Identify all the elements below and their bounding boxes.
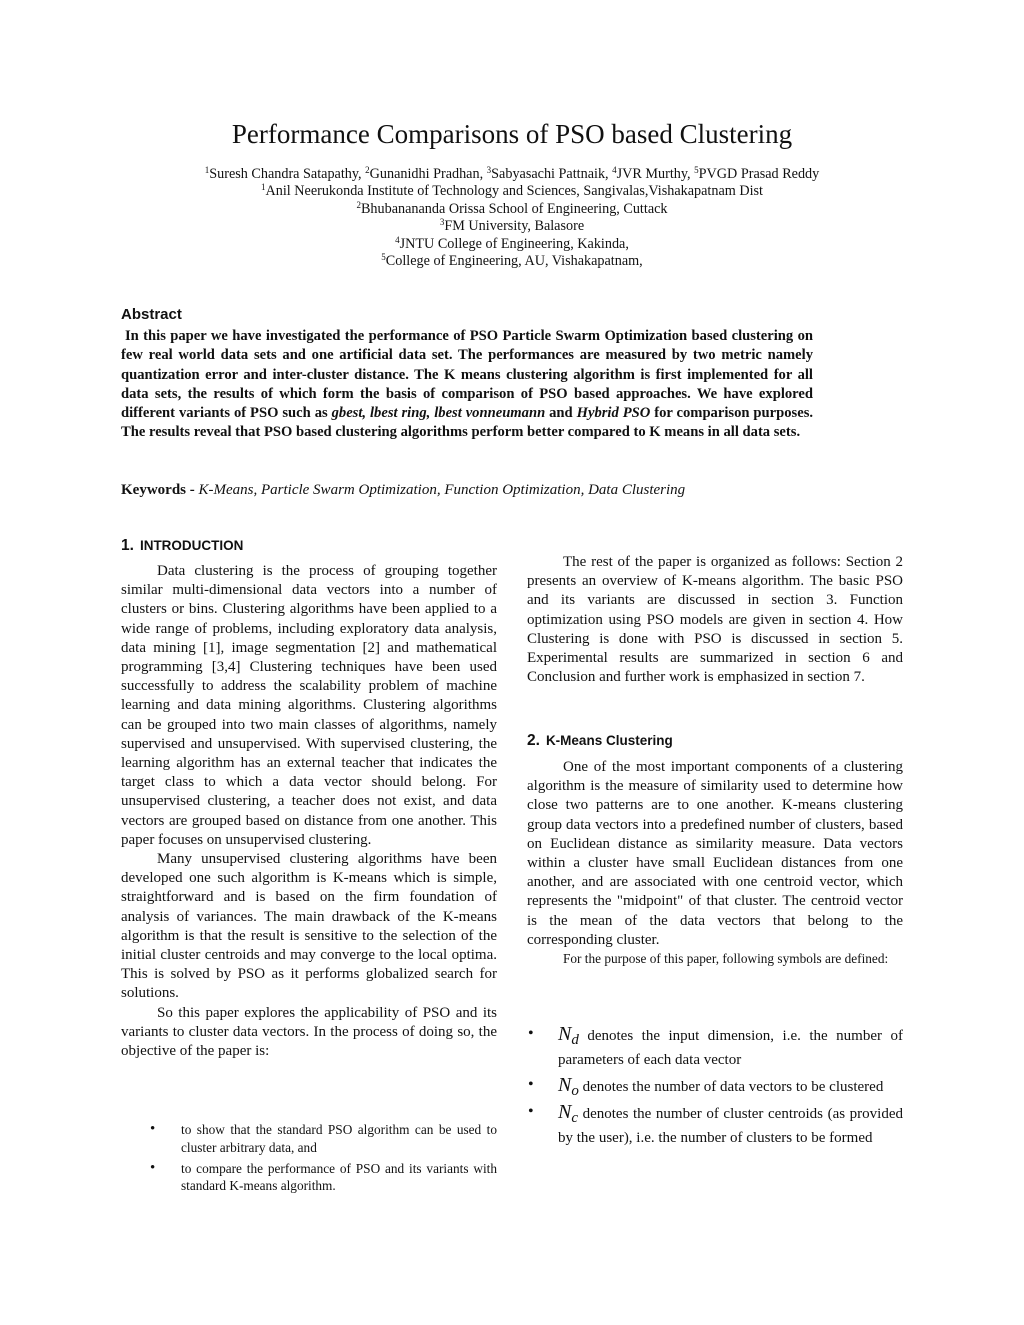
- author-5-sup: 5: [694, 165, 699, 175]
- affiliation-1: [0, 183, 1024, 200]
- intro-paragraph-1: Data clustering is the process of grouping together similar multi-dimensional data vectors into a number of clusters or bins. Clustering algorithms have been applied to a wide range of problems, including exploratory data analysis, data mining [1], image segmentation [2] and mathematical programming [3,4] Clustering techniques have been used successfully to address the scalability problem of machine learning and data mining algorithms. Clustering algorithms can be grouped into two main classes of algorithms, namely supervised and unsupervised. With supervised clustering, the learning algorithm has an external teacher that indicates the target class to which a data vector should belong. For unsupervised clustering, a teacher does not exist, and data vectors are grouped based on distance from one another. This paper focuses on unsupervised clustering.: [121, 563, 497, 848]
- author-3-sup: 3: [486, 165, 492, 175]
- right-column-intro: [527, 553, 903, 687]
- symbol-list: [528, 1022, 903, 1151]
- list-item: • to compare the performance of PSO and its variants with standard K-means algorithm.: [150, 1160, 497, 1196]
- right-column-kmeans: [527, 758, 903, 968]
- affiliation-4-text: JNTU College of Engineering, Kakinda,: [399, 235, 629, 252]
- symbols-intro: For the purpose of this paper, following symbols are defined:: [563, 951, 889, 967]
- affiliation-4: [0, 236, 1024, 253]
- symbol-sub: o: [571, 1083, 579, 1099]
- affiliation-3-text: FM University, Balasore: [444, 218, 585, 235]
- objective-list: [150, 1121, 497, 1198]
- affiliation-3-sup: 3: [439, 217, 445, 228]
- affiliation-1-text: Anil Neerukonda Institute of Technology and Sciences, Sangivalas,Vishakapatnam Dist: [265, 183, 763, 200]
- intro-paragraph-3: So this paper explores the applicability of PSO and its variants to cluster data vectors. In the process of doing so, the objective of the paper is:: [121, 1004, 497, 1060]
- symbol-nd: [558, 1023, 579, 1048]
- abstract-heading: Abstract: [121, 306, 182, 323]
- symbol-sub: c: [571, 1110, 579, 1126]
- section-1-number: 1.: [121, 537, 134, 554]
- organization-paragraph: The rest of the paper is organized as follows: Section 2 presents an overview of K-means algorithm. The basic PSO and its variants are discussed in section 3. Function optimization using PSO models are given in section 4. How Clustering is done with PSO is discussed in section 5. Experimental results are summarized in section 6 and Conclusion and further work is emphasized in section 7.: [527, 554, 903, 686]
- affiliation-2-sup: 2: [356, 199, 361, 210]
- abstract-body: [121, 327, 813, 443]
- affiliation-5-text: College of Engineering, AU, Vishakapatnam,: [385, 253, 643, 270]
- abstract-text-2: and: [545, 405, 577, 422]
- kmeans-paragraph: One of the most important components of a clustering algorithm is the measure of similarity used to determine how close two patterns are to one another. K-means clustering group data vectors into a predefined number of clusters, based on Euclidean distance as similarity measure. Data vectors within a cluster have small Euclidean distances from one another, and are associated with one centroid vector, which represents the "midpoint" of that cluster. The centroid vector is the mean of the data vectors that belong to the corresponding cluster.: [527, 759, 903, 948]
- author-2: Gunanidhi Pradhan,: [369, 166, 487, 182]
- author-block: [0, 166, 1024, 270]
- keywords-text: K-Means, Particle Swarm Optimization, Function Optimization, Data Clustering: [198, 482, 686, 498]
- affiliation-1-sup: 1: [261, 182, 266, 193]
- section-2-number: 2.: [527, 732, 540, 749]
- keywords-label: Keywords -: [121, 482, 199, 498]
- symbol-description: denotes the input dimension, i.e. the number of parameters of each data vector: [558, 1028, 903, 1068]
- symbol-description: denotes the number of data vectors to be clustered: [578, 1079, 884, 1095]
- author-line: [0, 166, 1024, 183]
- intro-paragraph-2: Many unsupervised clustering algorithms have been developed one such algorithm is K-means which is simple, straightforward and is based on the firm foundation of analysis of variances. The main drawback of the K-means algorithm is that the result is sensitive to the selection of the initial cluster centroids and may converge to the local optima. This is solved by PSO as it performs globalized search for solutions.: [121, 851, 497, 1002]
- paper-title: Performance Comparisons of PSO based Clustering: [231, 119, 793, 149]
- symbol-description: denotes the number of cluster centroids (as provided by the user), i.e. the number of clusters to be formed: [558, 1106, 903, 1146]
- symbol-base: N: [558, 1074, 572, 1096]
- symbol-base: N: [558, 1101, 572, 1123]
- section-1-heading: [121, 537, 243, 555]
- section-2-heading: [527, 732, 673, 750]
- section-1-title: INTRODUCTION: [139, 538, 244, 553]
- abstract-italic-hybrid: Hybrid PSO: [576, 405, 651, 422]
- abstract-text-3: for comparison purposes. The results reveal that PSO based clustering algorithms perform better compared to K means in all data sets.: [121, 405, 814, 441]
- author-1-sup: 1: [204, 165, 210, 175]
- list-item: [528, 1100, 903, 1150]
- list-item: [528, 1022, 903, 1072]
- symbol-base: N: [558, 1023, 572, 1045]
- section-2-title: K-Means Clustering: [545, 733, 673, 748]
- author-5: PVGD Prasad Reddy: [698, 166, 820, 182]
- author-3: Sabyasachi Pattnaik,: [491, 166, 613, 182]
- symbol-sub: d: [571, 1032, 579, 1048]
- author-4: JVR Murthy,: [616, 166, 695, 182]
- left-column: [121, 562, 497, 1061]
- affiliation-4-sup: 4: [395, 234, 400, 245]
- affiliation-3: [0, 218, 1024, 235]
- keywords: [121, 480, 685, 500]
- affiliation-5: [0, 253, 1024, 270]
- symbol-nc: [558, 1101, 579, 1126]
- list-item: • to show that the standard PSO algorithm can be used to cluster arbitrary data, and: [150, 1121, 497, 1157]
- abstract-text-1: In this paper we have investigated the performance of PSO Particle Swarm Optimization based clustering on few real world data sets and one artificial data set. The performances are measured by two metric namely quantization error and inter-cluster distance. The K means clustering algorithm is first implemented for all data sets, the results of which form the basis of comparison of PSO based approaches. We have explored different variants of PSO such as: [121, 328, 813, 422]
- abstract-italic-variants: gbest, lbest ring, lbest vonneumann: [331, 405, 546, 422]
- affiliation-2-text: Bhubanananda Orissa School of Engineering, Cuttack: [360, 200, 668, 217]
- affiliation-2: [0, 201, 1024, 218]
- symbol-no: [558, 1074, 579, 1099]
- author-4-sup: 4: [612, 165, 617, 175]
- author-1: Suresh Chandra Satapathy,: [209, 166, 366, 182]
- author-2-sup: 2: [365, 165, 370, 175]
- list-item: [528, 1073, 903, 1099]
- affiliation-5-sup: 5: [381, 252, 386, 263]
